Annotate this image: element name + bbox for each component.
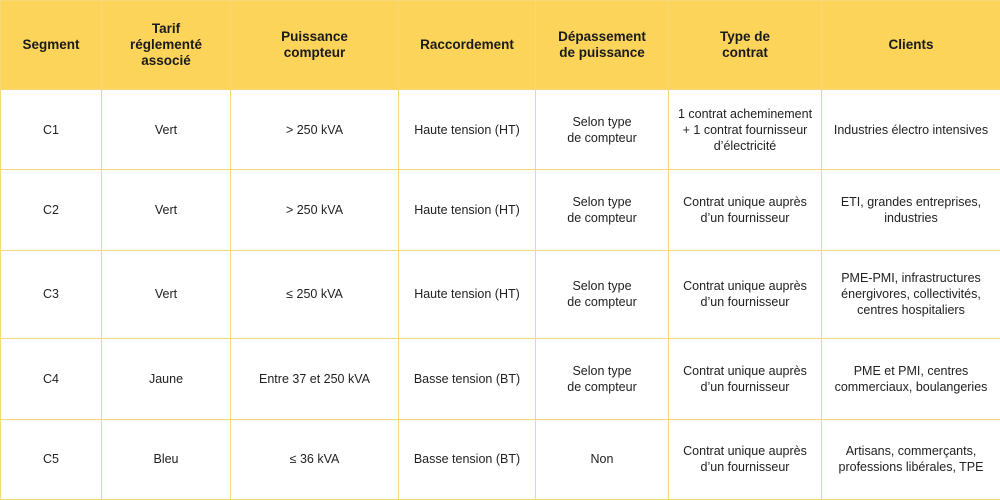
cell-puissance: ≤ 250 kVA xyxy=(231,250,399,338)
cell-segment: C4 xyxy=(1,339,102,419)
cell-tarif: Bleu xyxy=(102,419,231,499)
cell-raccordement: Haute tension (HT) xyxy=(399,250,536,338)
cell-segment: C2 xyxy=(1,170,102,250)
cell-contrat: Contrat unique auprès d’un fournisseur xyxy=(669,339,822,419)
header-row xyxy=(1,1,1000,90)
cell-raccordement: Haute tension (HT) xyxy=(399,90,536,170)
cell-clients: PME-PMI, infrastructures énergivores, collectivités, centres hospitaliers xyxy=(822,250,1000,338)
cell-segment: C5 xyxy=(1,419,102,499)
header-raccordement: Raccordement xyxy=(399,1,536,90)
cell-tarif: Vert xyxy=(102,170,231,250)
cell-clients: Artisans, commerçants, professions libérales, TPE xyxy=(822,419,1000,499)
table-row xyxy=(1,90,1000,170)
header-type-contrat: Type de contrat xyxy=(669,1,822,90)
cell-puissance: > 250 kVA xyxy=(231,170,399,250)
cell-contrat: 1 contrat acheminement + 1 contrat fournisseur d’électricité xyxy=(669,90,822,170)
cell-raccordement: Basse tension (BT) xyxy=(399,339,536,419)
table-row xyxy=(1,339,1000,419)
header-depassement: Dépassement de puissance xyxy=(536,1,669,90)
cell-clients: ETI, grandes entreprises, industries xyxy=(822,170,1000,250)
cell-segment: C1 xyxy=(1,90,102,170)
header-clients: Clients xyxy=(822,1,1000,90)
cell-clients: PME et PMI, centres commerciaux, boulangeries xyxy=(822,339,1000,419)
cell-segment: C3 xyxy=(1,250,102,338)
header-segment: Segment xyxy=(1,1,102,90)
cell-depassement: Selon type de compteur xyxy=(536,339,669,419)
table-row xyxy=(1,170,1000,250)
cell-depassement: Non xyxy=(536,419,669,499)
cell-depassement: Selon type de compteur xyxy=(536,170,669,250)
cell-raccordement: Basse tension (BT) xyxy=(399,419,536,499)
cell-puissance: Entre 37 et 250 kVA xyxy=(231,339,399,419)
cell-contrat: Contrat unique auprès d’un fournisseur xyxy=(669,250,822,338)
table-row xyxy=(1,250,1000,338)
cell-clients: Industries électro intensives xyxy=(822,90,1000,170)
cell-tarif: Jaune xyxy=(102,339,231,419)
header-puissance: Puissance compteur xyxy=(231,1,399,90)
cell-depassement: Selon type de compteur xyxy=(536,250,669,338)
cell-contrat: Contrat unique auprès d’un fournisseur xyxy=(669,170,822,250)
cell-tarif: Vert xyxy=(102,250,231,338)
cell-contrat: Contrat unique auprès d’un fournisseur xyxy=(669,419,822,499)
cell-depassement: Selon type de compteur xyxy=(536,90,669,170)
table-row xyxy=(1,419,1000,499)
header-tarif: Tarif réglementé associé xyxy=(102,1,231,90)
cell-tarif: Vert xyxy=(102,90,231,170)
cell-raccordement: Haute tension (HT) xyxy=(399,170,536,250)
cell-puissance: > 250 kVA xyxy=(231,90,399,170)
cell-puissance: ≤ 36 kVA xyxy=(231,419,399,499)
